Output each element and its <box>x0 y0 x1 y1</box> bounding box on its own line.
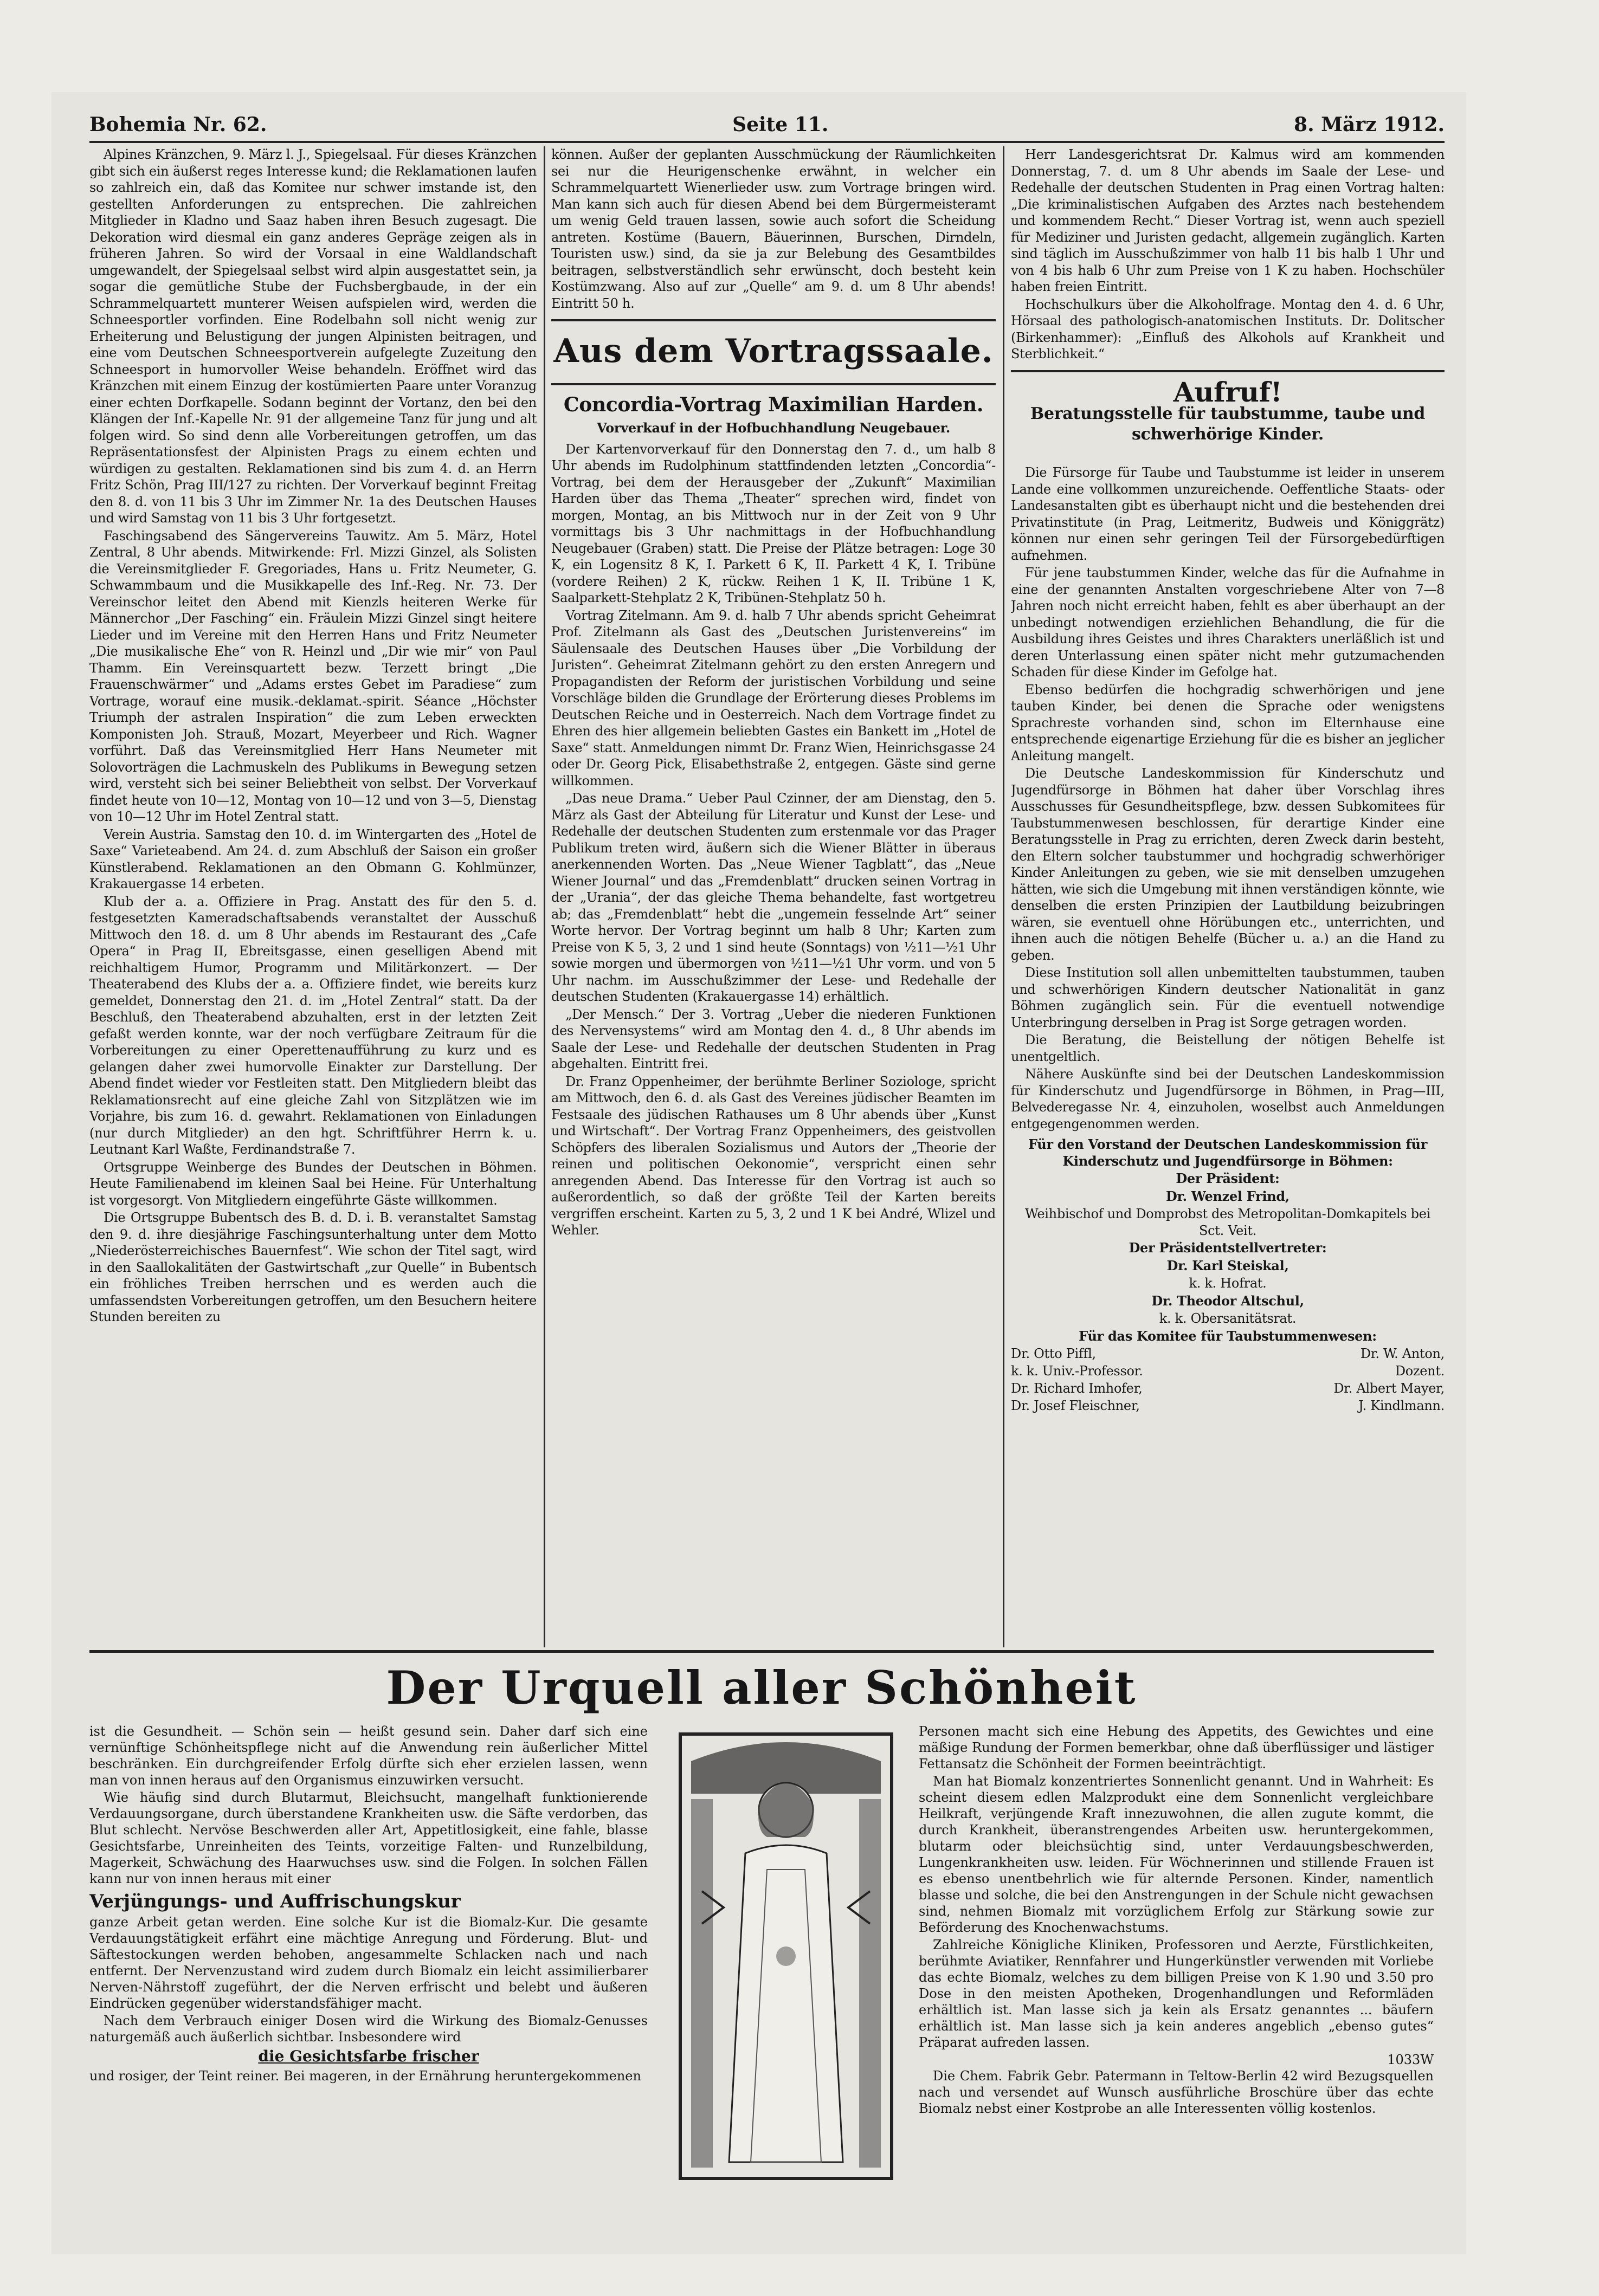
signature-name: Dr. Otto Piffl, <box>1011 1346 1096 1361</box>
signature-name: Dr. Albert Mayer, <box>1333 1381 1445 1396</box>
komitee-label: Für das Komitee für Taubstummenwesen: <box>1079 1328 1377 1344</box>
article-saengerverein: Faschingsabend des Sängervereins Tauwitz. Am 5. März, Hotel Zentral, 8 Uhr abends. Mitwirkende: Frl. Mizzi Ginzel, als Solisten die Vereinsmitglieder F. Gregoriades, Hans u. Fritz Neumeter, G. Schwammbaum und die Musikkapelle des Inf.-Reg. Nr. 73. Der Vereinschor leitet den Abend mit Kienzls heiteren Werke für Männerchor „Der Fasching“ ein. Fräulein Mizzi Ginzel singt heitere Lieder und im Vereine mit den Herren Hans und Fritz Neumeter „Die musikalische Ehe“ von R. Heinzl und „Dir wie mir“ von Paul Thamm. Ein Vereinsquartett bezw. Terzett bringt „Die Frauenschwärmer“ und „Adams erstes Gebet im Paradiese“ zum Vortrage, worauf eine musik.-deklamat.-spirit. Séance „Höchster Triumph der astralen Inspiration“ die zum Leben erweckten Komponisten Joh. Strauß, Mozart, Meyerbeer und Rich. Wagner vorführt. Daß das Vereinsmitglied Herr Hans Neumeter mit Solovorträgen die Lachmuskeln des Publikums in Bewegung setzen wird, versteht sich bei seiner Beliebtheit von selbst. Der Vorverkauf findet heute von 10—12, Montag von 10—12 und von 3—5, Dienstag von 10—12 Uhr im Hotel Zentral statt. <box>89 528 537 824</box>
column-3 <box>1011 146 1445 1642</box>
aufruf-title: Aufruf! <box>1173 376 1282 408</box>
ad-paragraph: Zahlreiche Königliche Kliniken, Professoren und Aerzte, Fürstlichkeiten, berühmte Aviatiker, Rennfahrer und Hungerkünstler verwenden mit Vorliebe das echte Biomalz, welches zu dem billigen Preise von K 1.90 und 3.50 pro Dose in den meisten Apotheken, Drogenhandlungen und Reformläden erhältlich ist. Man lasse sich ja kein als Ersatz genanntes ... bäufern erhältlich ist. Man lasse sich ja kein anderes angeblich „ebenso gutes“ Präparat aufreden lassen. <box>919 1937 1434 2050</box>
praeses-title: Weihbischof und Domprobst des Metropolitan-Domkapitels bei Sct. Veit. <box>1024 1206 1431 1238</box>
article-bubentsch-continued: können. Außer der geplanten Ausschmückung der Räumlichkeiten sei nur die Heurigenschenke erwähnt, in welcher ein Schrammelquartett Wienerlieder usw. zum Vortrage bringen wird. Man kann sich auch für diesen Abend bei dem Bürgermeisteramt um wenig Geld trauen lassen, sowie auch sofort die Scheidung antreten. Kostüme (Bauern, Bäuerinnen, Burschen, Dirndeln, Touristen usw.) sind, da sie ja zur Belebung des Gesamtbildes beitragen, selbstverständlich sehr erwünscht, doch besteht kein Kostümzwang. Also auf zur „Quelle“ am 9. d. um 8 Uhr abends! Eintritt 50 h. <box>551 147 996 311</box>
ad-highlight: die Gesichtsfarbe frischer <box>258 2047 479 2065</box>
article-concordia: Der Kartenvorverkauf für den Donnerstag den 7. d., um halb 8 Uhr abends im Rudolphinum stattfindenden letzten „Concordia“-Vortrag, bei dem der Herausgeber der „Zukunft“ Maximilian Harden über das Thema „Theater“ sprechen wird, findet von morgen, Montag, an bis Mittwoch nur in der Zeit von 9 Uhr vormittags bis 3 Uhr nachmittags in der Hofbuchhandlung Neugebauer (Graben) statt. Die Preise der Plätze betragen: Loge 30 K, ein Logensitz 8 K, I. Parkett 6 K, II. Parkett 4 K, I. Tribüne (vordere Reihen) 2 K, rückw. Reihen 1 K, II. Tribüne 1 K, Saalparkett-Stehplatz 2 K, Tribünen-Stehplatz 50 h. <box>551 441 996 605</box>
article-alpines-kraenzchen: Alpines Kränzchen, 9. März l. J., Spiegelsaal. Für dieses Kränzchen gibt sich ein äußerst reges Interesse kund; die Reklamationen laufen so zahlreich ein, daß das Komitee nur schwer imstande ist, den gestellten Anforderungen zu entsprechen. Die zahlreichen Mitglieder in Kladno und Saaz haben ihren Besuch zugesagt. Die Dekoration wird diesmal ein ganz anderes Gepräge zeigen als in früheren Jahren. So wird der Vorsaal in eine Waldlandschaft umgewandelt, der Spiegelsaal selbst wird alpin ausgestattet sein, ja sogar die gemütliche Stube der Fuchsbergbaude, in der ein Schrammelquartett munterer Weisen aufspielen wird, werden die Schneesportler vorfinden. Eine Rodelbahn soll nicht wenig zur Erheiterung und Belustigung der jungen Alpinisten beitragen, und eine vom Deutschen Schneesportverein aufgelegte Zuzeitung den Schneesport in humorvoller Weise behandeln. Eröffnet wird das Kränzchen mit einem Einzug der kostümierten Paare unter Voranzug einer echten Dorfkapelle. Sodann beginnt der Vortanz, den bei den Klängen der Inf.-Kapelle Nr. 91 der allgemeine Tanz für jung und alt folgen wird. So sind denn alle Vorbereitungen getroffen, um das Repräsentationsfest der Alpinisten Prags zu einem echten und würdigen zu gestalten. Reklamationen sind bis zum 4. d. an Herrn Fritz Schön, Prag III/127 zu richten. Der Vorverkauf beginnt Freitag den 8. d. von 11 bis 3 Uhr im Zimmer Nr. 1a des Deutschen Hauses und wird Samstag von 11 bis 3 Uhr fortgesetzt. <box>89 147 537 526</box>
aufruf-paragraph: Diese Institution soll allen unbemittelten taubstummen, tauben und schwerhörigen Kindern deutscher Nationalität in ganz Böhmen zugänglich sein. Für die eventuell notwendige Unterbringung derselben in Prag ist Sorge getragen worden. <box>1011 965 1445 1030</box>
aufruf-paragraph: Nähere Auskünfte sind bei der Deutschen Landeskommission für Kinderschutz und Jugendfürsorge in Böhmen, in Prag—III, Belvederegasse Nr. 4, einzuholen, woselbst auch Anmeldungen entgegengenommen werden. <box>1011 1066 1445 1131</box>
column-2 <box>551 146 996 1642</box>
article-oppenheimer: Dr. Franz Oppenheimer, der berühmte Berliner Soziologe, spricht am Mittwoch, den 6. d. als Gast des Vereines jüdischer Beamten im Festsaale des jüdischen Rathauses um 8 Uhr abends über „Kunst und Wirtschaft“. Der Vortrag Franz Oppenheimers, des geistvollen Schöpfers des liberalen Sozialismus und Autors der „Theorie der reinen und politischen Oekonomie“, verspricht einen sehr anregenden Abend. Das Interesse für den Vortrag ist auch so außerordentlich, so daß der größte Teil der Karten bereits vergriffen erscheint. Karten zu 5, 3, 2 und 1 K bei André, Wlizel und Wehler. <box>551 1073 996 1238</box>
article-ortsgruppe-weinberge: Ortsgruppe Weinberge des Bundes der Deutschen in Böhmen. Heute Familienabend im kleinen Saal bei Heine. Für Unterhaltung ist vorgesorgt. Von Mitgliedern eingeführte Gäste willkommen. <box>89 1159 537 1208</box>
ad-paragraph: ganze Arbeit getan werden. Eine solche Kur ist die Biomalz-Kur. Die gesamte Verdauungstätigkeit erfährt eine mächtige Anregung und Förderung. Blut- und Säftestockungen werden behoben, angesammelte Schlacken nach und nach entfernt. Der Nervenzustand wird zudem durch Biomalz ein leicht assimilierbarer Nerven-Nährstoff zugeführt, der die Nerven erfrischt und belebt und äußeren Eindrücken gegenüber widerstandsfähiger macht. <box>89 1915 648 2011</box>
article-neue-drama: „Das neue Drama.“ Ueber Paul Czinner, der am Dienstag, den 5. März als Gast der Abteilung für Literatur und Kunst der Lese- und Redehalle der deutschen Studenten zum erstenmale vor das Prager Publikum treten wird, äußern sich die Wiener Blätter in überaus anerkennenden Worten. Das „Neue Wiener Tagblatt“, das „Neue Wiener Journal“ und das „Fremdenblatt“ drucken seinen Vortrag in der „Urania“, der das gleiche Thema behandelte, fast wortgetreu ab; das „Fremdenblatt“ hebt die „ungemein fesselnde Art“ seiner Worte hervor. Der Vortrag beginnt um halb 8 Uhr; Karten zum Preise von K 5, 3, 2 und 1 sind heute (Sonntags) von ½11—½1 Uhr sowie morgen und übermorgen von ½11—½1 Uhr vorm. und von 5 Uhr nachm. im Ausschußzimmer der Lese- und Redehalle der deutschen Studenten (Krakauergasse 14) erhältlich. <box>551 791 996 1004</box>
signature-name: Dr. W. Anton, <box>1360 1346 1445 1361</box>
vize2-name: Dr. Theodor Altschul, <box>1151 1292 1304 1309</box>
ad-headline: Der Urquell aller Schönheit <box>386 1661 1137 1715</box>
signature-row <box>1011 1398 1445 1414</box>
aufruf-subtitle: Beratungsstelle für taubstumme, taube und schwerhörige Kinder. <box>1030 404 1426 444</box>
vorstand-heading: Für den Vorstand der Deutschen Landeskommission für Kinderschutz und Jugendfürsorge in Böhmen: <box>1028 1136 1428 1169</box>
ad-paragraph: Die Chem. Fabrik Gebr. Patermann in Teltow-Berlin 42 wird Bezugsquellen nach und versendet auf Wunsch ausführliche Broschüre über das echte Biomalz nebst einer Kostprobe an alle Interessenten völlig kostenlos. <box>919 2068 1434 2116</box>
signature-title: k. k. Univ.-Professor. <box>1011 1363 1143 1379</box>
ad-subheading: Verjüngungs- und Auffrischungskur <box>89 1891 461 1912</box>
aufruf-box <box>1011 370 1445 457</box>
article-kalmus: Herr Landesgerichtsrat Dr. Kalmus wird am kommenden Donnerstag, 7. d. um 8 Uhr abends im Saale der Lese- und Redehalle der deutschen Studenten in Prag einen Vortrag halten: „Die kriminalistischen Aufgaben des Arztes nach bestehendem und kommendem Recht.“ Dieser Vortrag ist, wenn auch speziell für Mediziner und Juristen gedacht, allgemein zugänglich. Karten sind täglich im Ausschußzimmer von halb 11 bis halb 1 Uhr und von 4 bis halb 6 Uhr zum Preise von 1 K zu haben. Hochschüler haben freien Eintritt. <box>1011 147 1445 294</box>
ad-code: 1033W <box>1387 2052 1434 2067</box>
header-page-number: Seite 11. <box>732 113 829 136</box>
signature-row <box>1011 1380 1445 1396</box>
concordia-subtitle: Vorverkauf in der Hofbuchhandlung Neugebauer. <box>597 420 950 436</box>
signature-title: Dozent. <box>1395 1363 1445 1379</box>
signature-row <box>1011 1346 1445 1362</box>
article-verein-austria: Verein Austria. Samstag den 10. d. im Wintergarten des „Hotel de Saxe“ Varieteabend. Am 24. d. zum Abschluß der Saison ein großer Künstlerabend. Reklamationen an den Obmann G. Kohlmünzer, Krakauergasse 14 erbeten. <box>89 826 537 891</box>
ad-top-rule <box>89 1650 1434 1653</box>
aufruf-paragraph: Die Beratung, die Beistellung der nötigen Behelfe ist unentgeltlich. <box>1011 1032 1445 1064</box>
vize-label: Der Präsidentstellvertreter: <box>1129 1240 1327 1256</box>
column-divider <box>1003 146 1004 1647</box>
header-date: 8. März 1912. <box>1294 113 1445 136</box>
section-title-vortragssaale: Aus dem Vortragssaale. <box>553 332 994 370</box>
column-divider <box>544 146 545 1647</box>
aufruf-paragraph: Die Deutsche Landeskommission für Kinderschutz und Jugendfürsorge in Böhmen hat daher über Vorschlag ihres Ausschusses für Gesundheitspflege, bzw. dessen Subkomitees für Taubstummenwesen beschlossen, für derartige Kinder eine Beratungsstelle in Prag zu errichten, deren Zweck darin besteht, den Eltern solcher taubstummer und hochgradig schwerhöriger Kinder Anleitungen zu geben, wie sie mit denselben umzugehen hätten, wie sich die Umgebung mit ihnen verständigen könnte, wie denselben die ersten Prinzipien der Lautbildung beizubringen wären, sie eventuell ohne Hörübungen etc., unterrichten, und ihnen auch die nötigen Behelfe (Bücher u. a.) an die Hand zu geben. <box>1011 766 1445 963</box>
concordia-title: Concordia-Vortrag Maximilian Harden. <box>563 393 984 416</box>
column-1 <box>89 146 537 1642</box>
page-header <box>89 108 1445 143</box>
signature-name: Dr. Richard Imhofer, <box>1011 1381 1143 1396</box>
praeses-label: Der Präsident: <box>1176 1170 1280 1186</box>
ad-illustration-woman <box>659 1729 913 2184</box>
newspaper-page <box>51 92 1466 2254</box>
signature-row <box>1011 1363 1445 1379</box>
ad-paragraph: ist die Gesundheit. — Schön sein — heißt gesund sein. Daher darf sich eine vernünftige Schönheitspflege nicht auf die Anwendung rein äußerlicher Mittel beschränken. Ein durchgreifender Erfolg dürfte sich eher erzielen lassen, wenn man von innen heraus auf den Organismus einzuwirken versucht. <box>89 1724 648 1788</box>
article-offiziere-klub: Klub der a. a. Offiziere in Prag. Anstatt des für den 5. d. festgesetzten Kameradschaftsabends veranstaltet der Ausschuß Mittwoch den 18. d. um 8 Uhr abends im Restaurant des „Cafe Opera“ in Prag II, Ebreitsgasse, einen geselligen Abend mit reichhaltigem Humor, Programm und Militärkonzert. — Der Theaterabend des Klubs der a. a. Offiziere findet, wie bereits kurz gemeldet, Donnerstag den 21. d. im „Hotel Zentral“ statt. Da der Beschluß, den Theaterabend abzuhalten, erst in der letzten Zeit gefaßt werden konnte, war der noch verfügbare Zeitraum für die Vorbereitungen zu einer Operettenaufführung zu kurz und es gelangen daher zwei humorvolle Einakter zur Darstellung. Der Abend findet wieder vor Festleiten statt. Den Mitgliedern bleibt das Reklamationsrecht auf eine gleiche Zahl von Sitzplätzen wie im Vorjahre, bis zum 16. d. gewahrt. Reklamationen von Einladungen (nur durch Mitglieder) an den hgt. Schriftführer Herrn k. u. Leutnant Karl Waßte, Ferdinandstraße 7. <box>89 894 537 1157</box>
article-ortsgruppe-bubentsch: Die Ortsgruppe Bubentsch des B. d. D. i. B. veranstaltet Samstag den 9. d. ihre diesjährige Faschingsunterhaltung unter dem Motto „Niederösterreichisches Bauernfest“. Wie schon der Titel sagt, wird in den Saallokalitäten der Gastwirtschaft „zur Quelle“ in Bubentsch ein fröhliches Treiben herrschen und es werden auch die umfassendsten Vorbereitungen getroffen, um den Besuchern heitere Stunden bereiten zu <box>89 1210 537 1324</box>
praeses-name: Dr. Wenzel Frind, <box>1166 1188 1289 1204</box>
vize1-title: k. k. Hofrat. <box>1189 1276 1267 1291</box>
signature-name: J. Kindlmann. <box>1358 1398 1445 1413</box>
aufruf-paragraph: Die Fürsorge für Taube und Taubstumme ist leider in unserem Lande eine vollkommen unzureichende. Oeffentliche Staats- oder Landesanstalten gibt es überhaupt nicht und die bestehenden drei Privatinstitute (in Prag, Leitmeritz, Budweis und Königgrätz) können nur einen sehr geringen Teil der Fürsorgebedürftigen aufnehmen. <box>1011 465 1445 563</box>
aufruf-paragraph: Für jene taubstummen Kinder, welche das für die Aufnahme in eine der genannten Anstalten vorgeschriebene Alter von 7—8 Jahren noch nicht erreicht haben, fehlt es aber überhaupt an der unbedingt notwendigen erziehlichen Behandlung, die für die Ausbildung ihres Geistes und ihres Charakters unerläßlich ist und deren Unterlassung einen später nicht mehr gutzumachenden Schaden für diese Kinder im Gefolge hat. <box>1011 565 1445 680</box>
header-issue: Bohemia Nr. 62. <box>89 113 267 136</box>
article-alkoholfrage: Hochschulkurs über die Alkoholfrage. Montag den 4. d. 6 Uhr, Hörsaal des pathologisch-anatomischen Instituts. Dr. Dolitscher (Birkenhammer): „Einfluß des Alkohols auf Krankheit und Sterblichkeit.“ <box>1011 296 1445 361</box>
ad-paragraph: Man hat Biomalz konzentriertes Sonnenlicht genannt. Und in Wahrheit: Es scheint diesem edlen Malzprodukt eine dem Sonnenlicht vergleichbare Heilkraft, verjüngende Kraft innezuwohnen, die allen zugute kommt, die durch Krankheit, überanstrengendes Arbeiten usw. heruntergekommen, blutarm oder bleichsüchtig sind, unter Verdauungsbeschwerden, Lungenkrankheiten usw. leiden. Für Wöchnerinnen und stillende Frauen ist es ebenso unentbehrlich wie für alternde Personen. Kinder, namentlich blasse und solche, die bei den Anstrengungen in der Schule nicht gewachsen sind, nehmen Biomalz mit vorzüglichem Erfolg zur Stärkung sowie zur Beförderung des Knochenwachstums. <box>919 1774 1434 1935</box>
section-header-box <box>551 319 996 385</box>
ad-paragraph: Nach dem Verbrauch einiger Dosen wird die Wirkung des Biomalz-Genusses naturgemäß auch äußerlich sichtbar. Insbesondere wird <box>89 2013 648 2045</box>
vize1-name: Dr. Karl Steiskal, <box>1166 1257 1289 1273</box>
article-zitelmann: Vortrag Zitelmann. Am 9. d. halb 7 Uhr abends spricht Geheimrat Prof. Zitelmann als Gast des „Deutschen Juristenvereins“ im Säulensaale des Deutschen Hauses über „Die Vorbildung der Juristen“. Geheimrat Zitelmann gehört zu den ersten Anregern und Propagandisten der Reform der juristischen Vorbildung und seine Vorschläge bilden die Grundlage der Erörterung dieses Problems im Deutschen Reiche und in Oesterreich. Nach dem Vortrage findet zu Ehren des hier allgemein beliebten Gastes ein Bankett im „Hotel de Saxe“ statt. Anmeldungen nimmt Dr. Franz Wien, Heinrichsgasse 24 oder Dr. Georg Pick, Elisabethstraße 2, entgegen. Gäste sind gerne willkommen. <box>551 607 996 788</box>
ad-paragraph: Personen macht sich eine Hebung des Appetits, des Gewichtes und eine mäßige Rundung der Formen bemerkbar, ohne daß überflüssiger und lästiger Fettansatz die Schönheit der Formen beeinträchtigt. <box>919 1724 1434 1771</box>
vize2-title: k. k. Obersanitätsrat. <box>1159 1311 1297 1326</box>
aufruf-paragraph: Ebenso bedürfen die hochgradig schwerhörigen und jene tauben Kinder, bei denen die Sprache oder wenigstens Sprachreste vorhanden sind, schon im Elternhause eine entsprechende eigenartige Erziehung für die es bisher an jeglicher Anleitung mangelt. <box>1011 682 1445 764</box>
ad-paragraph: und rosiger, der Teint reiner. Bei mageren, in der Ernährung heruntergekommenen <box>89 2068 641 2084</box>
ad-paragraph: Wie häufig sind durch Blutarmut, Bleichsucht, mangelhaft funktionierende Verdauungsorgane, durch überstandene Krankheiten usw. die Säfte verdorben, das Blut schlecht. Nervöse Beschwerden aller Art, Appetitlosigkeit, eine fahle, blasse Gesichtsfarbe, Unreinheiten des Teints, vorzeitige Falten- und Runzelbildung, Magerkeit, Schwächung des Haarwuchses usw. sind die Folgen. In solchen Fällen kann nur von innen heraus mit einer <box>89 1790 648 1886</box>
ad-left-column <box>89 1723 648 2254</box>
ad-right-column <box>919 1723 1434 2216</box>
signature-name: Dr. Josef Fleischner, <box>1011 1398 1140 1413</box>
article-der-mensch: „Der Mensch.“ Der 3. Vortrag „Ueber die niederen Funktionen des Nervensystems“ wird am Montag den 4. d., 8 Uhr abends im Saale der Lese- und Redehalle der deutschen Studenten in Prag abgehalten. Eintritt frei. <box>551 1006 996 1071</box>
